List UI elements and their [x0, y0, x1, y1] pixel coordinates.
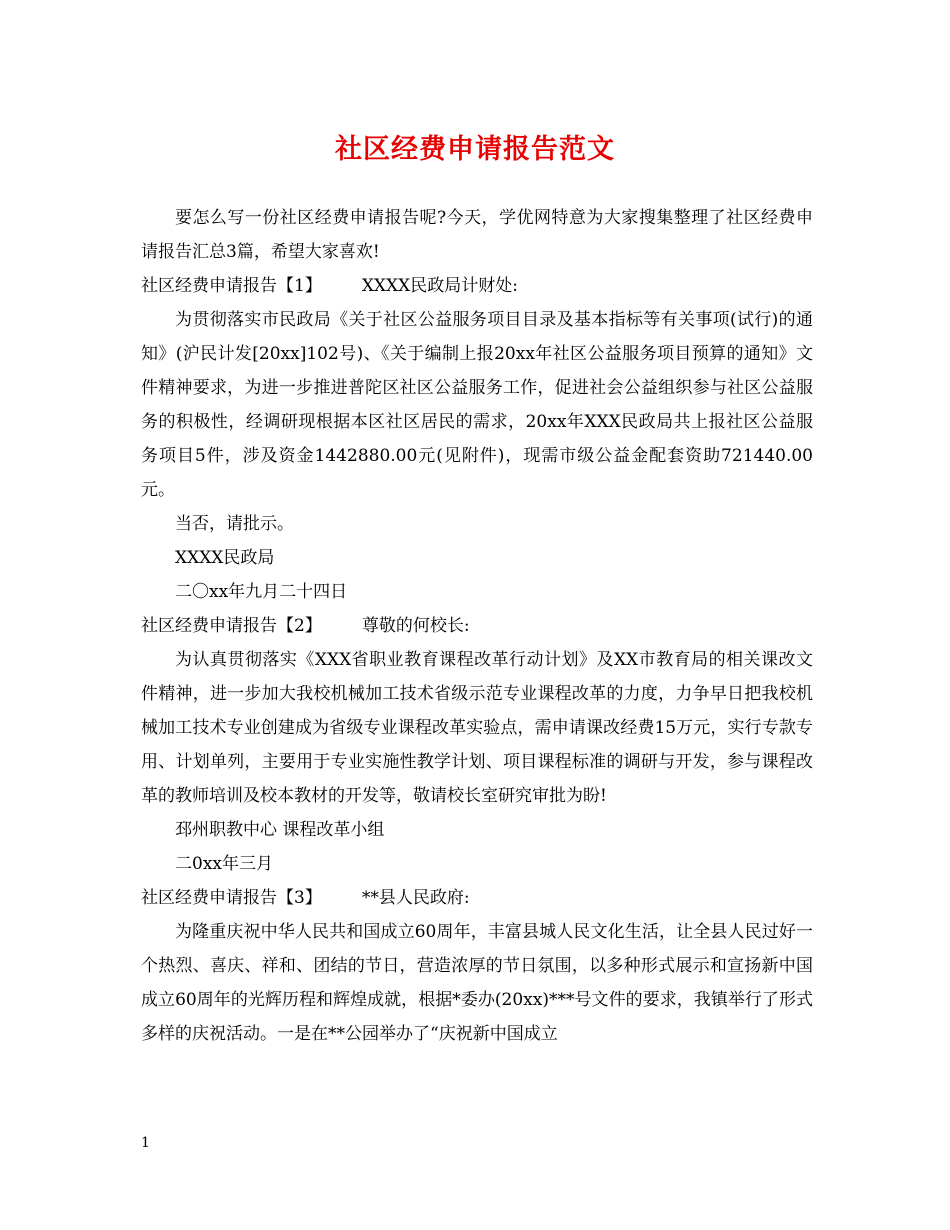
intro-paragraph: 要怎么写一份社区经费申请报告呢?今天，学优网特意为大家搜集整理了社区经费申请报告汇总3篇，希望大家喜欢!	[141, 208, 813, 262]
report-2-heading-line	[141, 609, 813, 643]
report-2-body: 为认真贯彻落实《XXX省职业教育课程改革行动计划》及XX市教育局的相关课改文件精神，进一步加大我校机械加工技术省级示范专业课程改革的力度，力争早日把我校机械加工技术专业创建成为省级专业课程改革实验点，需申请课改经费15万元，实行专款专用、计划单列，主要用于专业实施性教学计划、项目课程标准的调研与开发，参与课程改革的教师培训及校本教材的开发等，敬请校长室研究审批为盼!	[141, 650, 813, 806]
report-3-heading-line	[141, 881, 813, 915]
report-3-recipient: **县人民政府:	[361, 888, 470, 908]
report-1-recipient: XXXX民政局计财处:	[361, 276, 518, 296]
report-2-date: 二0xx年三月	[175, 854, 273, 874]
report-1-heading-line	[141, 269, 813, 303]
report-2-recipient: 尊敬的何校长:	[361, 616, 470, 636]
document-title: 社区经费申请报告范文	[335, 134, 615, 165]
report-1-heading: 社区经费申请报告【1】	[141, 276, 322, 296]
report-1-signature: XXXX民政局	[175, 548, 275, 568]
page-number: 1	[141, 1135, 150, 1151]
document-body	[141, 201, 813, 1051]
report-1-closing: 当否，请批示。	[175, 514, 294, 534]
report-1-date: 二〇xx年九月二十四日	[175, 582, 348, 602]
report-2-heading: 社区经费申请报告【2】	[141, 616, 322, 636]
report-3-heading: 社区经费申请报告【3】	[141, 888, 322, 908]
report-2-signature: 邳州职教中心 课程改革小组	[175, 820, 385, 840]
report-3-body: 为隆重庆祝中华人民共和国成立60周年，丰富县城人民文化生活，让全县人民过好一个热烈、喜庆、祥和、团结的节日，营造浓厚的节日氛围，以多种形式展示和宣扬新中国成立60周年的光辉历程和辉煌成就，根据*委办(20xx)***号文件的要求，我镇举行了形式多样的庆祝活动。一是在**公园举办了“庆祝新中国成立	[141, 922, 813, 1044]
report-1-body: 为贯彻落实市民政局《关于社区公益服务项目目录及基本指标等有关事项(试行)的通知》(沪民计发[20xx]102号)、《关于编制上报20xx年社区公益服务项目预算的通知》文件精神要求，为进一步推进普陀区社区公益服务工作，促进社会公益组织参与社区公益服务的积极性，经调研现根据本区社区居民的需求，20xx年XXX民政局共上报社区公益服务项目5件，涉及资金1442880.00元(见附件)，现需市级公益金配套资助721440.00元。	[141, 310, 813, 500]
